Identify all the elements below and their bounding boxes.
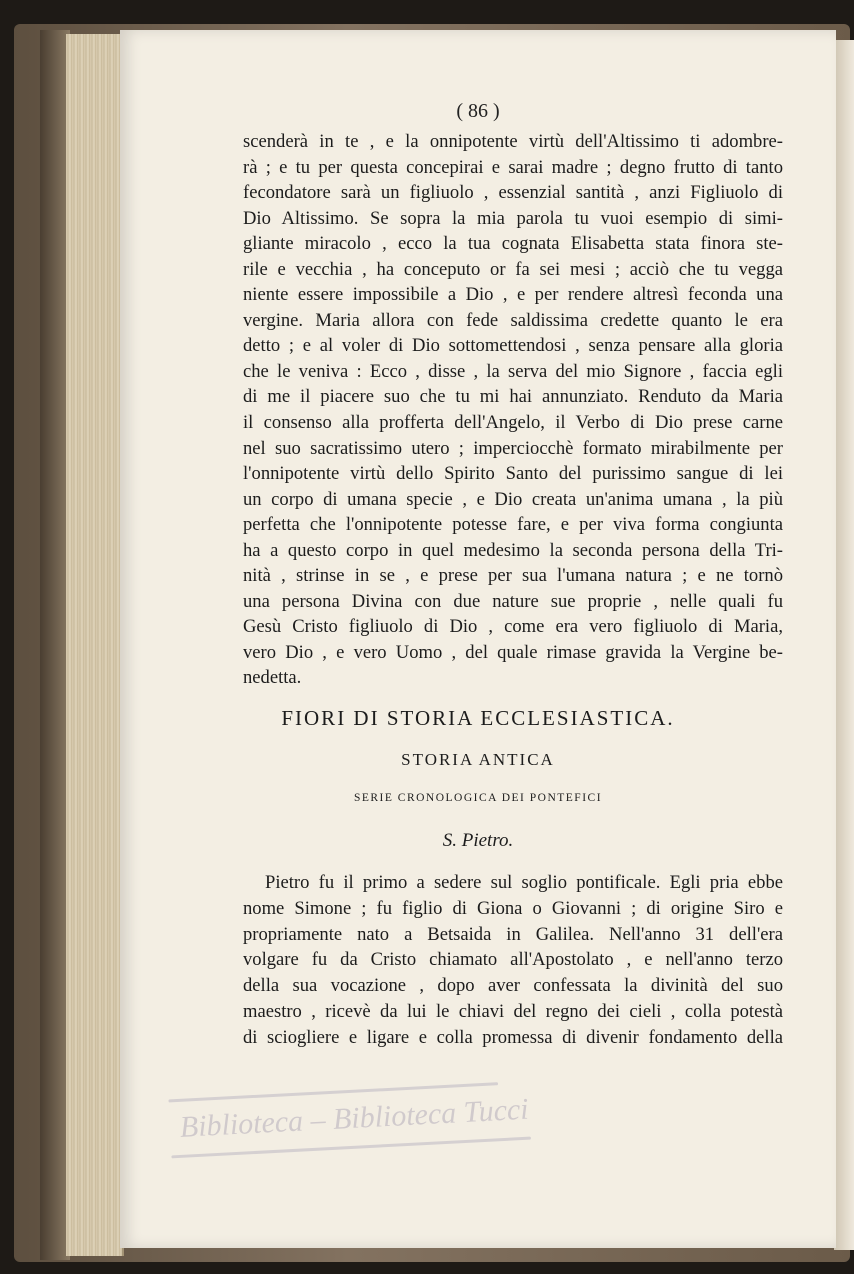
text-line: nedetta. xyxy=(243,667,302,689)
paragraph-annunciation xyxy=(243,129,783,691)
text-line: maestro , ricevè da lui le chiavi del regno dei cieli , colla potestà xyxy=(243,1000,783,1022)
text-line: fecondatore sarà un figliuolo , essenzial santità , anzi Figliuolo di xyxy=(243,182,783,204)
text-line: nome Simone ; fu figlio di Giona o Giovanni ; di origine Siro e xyxy=(243,897,783,919)
text-line: un corpo di umana specie , e Dio creata un'anima umana , la più xyxy=(243,488,783,510)
text-line: Gesù Cristo figliuolo di Dio , come era vero figliuolo di Maria, xyxy=(243,616,783,638)
text-line: perfetta che l'onnipotente potesse fare, e per viva forma congiunta xyxy=(243,514,783,536)
page-edges xyxy=(66,34,124,1256)
text-line: rile e vecchia , ha conceputo or fa sei mesi ; acciò che tu vegga xyxy=(243,258,783,280)
text-line: niente essere impossibile a Dio , e per rendere altresì feconda una xyxy=(243,284,783,306)
text-line: ha a questo corpo in quel medesimo la seconda persona della Tri- xyxy=(243,539,783,561)
text-line: che le veniva : Ecco , disse , la serva del mio Signore , faccia egli xyxy=(243,360,783,382)
text-line: nel suo sacratissimo utero ; imperciocchè formato mirabilmente per xyxy=(243,437,783,459)
text-line: il consenso alla profferta dell'Angelo, il Verbo di Dio prese carne xyxy=(243,412,783,434)
text-line: l'onnipotente virtù dello Spirito Santo del purissimo sangue di lei xyxy=(243,463,783,485)
subsection-heading: STORIA ANTICA xyxy=(401,750,555,769)
text-line: scenderà in te , e la onnipotente virtù dell'Altissimo ti adombre- xyxy=(243,131,783,152)
text-line: di sciogliere e ligare e colla promessa di divenir fondamento della xyxy=(243,1026,783,1048)
text-line: propriamente nato a Betsaida in Galilea. Nell'anno 31 dell'era xyxy=(243,923,783,945)
text-line: Dio Altissimo. Se sopra la mia parola tu vuoi esempio di simi- xyxy=(243,207,783,229)
book-page xyxy=(120,30,836,1248)
text-line: rà ; e tu per questa concepirai e sarai madre ; degno frutto di tanto xyxy=(243,156,783,178)
text-line: gliante miracolo , ecco la tua cognata Elisabetta stata finora ste- xyxy=(243,233,783,255)
page-number: ( 86 ) xyxy=(456,100,500,122)
library-stamp xyxy=(158,1070,542,1180)
text-line: detto ; e al voler di Dio sottomettendosi , senza pensare alla gloria xyxy=(243,335,783,357)
text-line: della sua vocazione , dopo aver confessata la divinità del suo xyxy=(243,975,783,997)
stamp-text: Biblioteca – Biblioteca Tucci xyxy=(179,1092,530,1144)
text-line: una persona Divina con due nature sue proprie , nelle quali fu xyxy=(243,590,783,612)
entry-heading: S. Pietro. xyxy=(442,830,514,851)
text-line: volgare fu da Cristo chiamato all'Apostolato , e nell'anno terzo xyxy=(243,949,783,971)
text-line: Pietro fu il primo a sedere sul soglio pontificale. Egli pria ebbe xyxy=(265,872,783,893)
text-line: vero Dio , e vero Uomo , del quale rimase gravida la Vergine be- xyxy=(243,641,783,663)
text-line: di me il piacere suo che tu mi hai annunziato. Renduto da Maria xyxy=(243,386,783,408)
text-line: nità , strinse in se , e prese per sua l'umana natura ; e ne tornò xyxy=(243,565,783,587)
facing-page-edge xyxy=(834,40,854,1250)
section-heading: FIORI DI STORIA ECCLESIASTICA. xyxy=(281,706,675,730)
series-heading: SERIE CRONOLOGICA DEI PONTEFICI xyxy=(353,792,603,804)
text-line: vergine. Maria allora con fede saldissima credette quanto le era xyxy=(243,309,783,331)
paragraph-pietro xyxy=(243,870,783,1051)
